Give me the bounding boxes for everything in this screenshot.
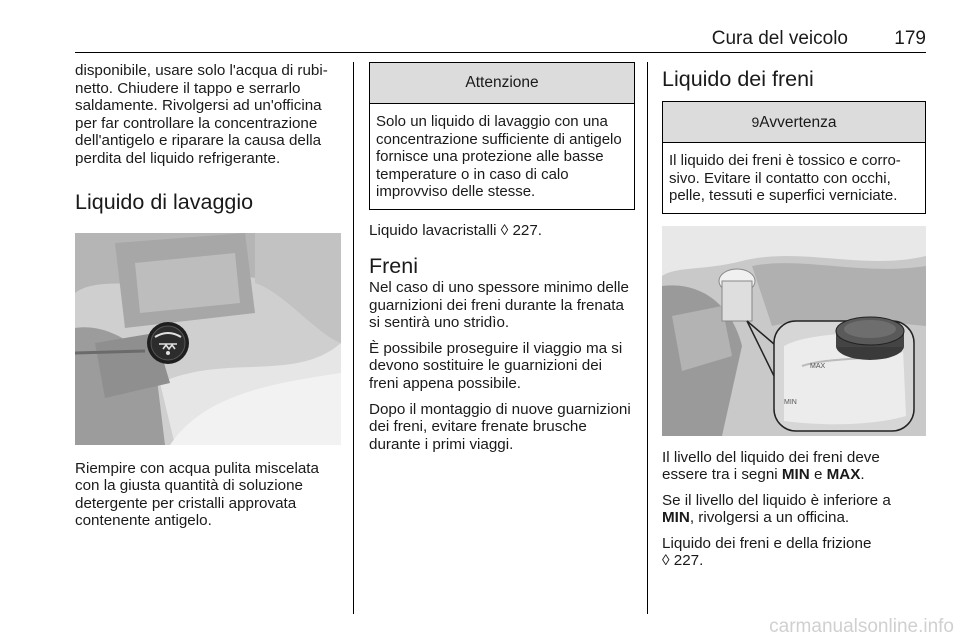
period: . xyxy=(860,466,865,484)
reference-text: Liquido lavacristalli xyxy=(369,221,497,239)
brake-fluid-level-text xyxy=(662,449,926,484)
brakes-paragraph-2: È possibile proseguire il viaggio ma si devono sostituire le guarnizioni dei freni appena possibile. xyxy=(369,339,623,393)
and-text: e xyxy=(813,466,823,484)
warning-text: Il liquido dei freni è tossico e corrosivo. Evitare il contatto con occhi, pelle, tessuti e superfici verniciate. xyxy=(669,152,901,204)
workshop-text: , rivolgersi a un officina. xyxy=(689,509,850,527)
reference-text-2: Liquido dei freni e della frizione xyxy=(662,534,872,552)
caution-box xyxy=(369,62,635,210)
column-divider-2 xyxy=(647,62,648,614)
coolant-text: disponibile, usare solo l'acqua di rubinetto. Chiudere il tappo e serrarlo saldamente. Rivolgersi ad un'officina per far controllare la concentrazione dell'antigelo e riparare la causa della perdita del liquido refrigerante. xyxy=(75,62,328,167)
caution-text: Solo un liquido di lavaggio con una concentrazione sufficiente di antigelo fornisce una protezione alle basse temperature o in caso di calo improvviso delle stesse. xyxy=(376,113,622,200)
brake-reservoir-photo xyxy=(662,226,926,436)
column-1 xyxy=(75,62,341,538)
column-3 xyxy=(662,62,926,578)
warning-icon: 9 xyxy=(751,114,760,130)
level-text: Il livello del liquido dei freni deve essere tra i segni xyxy=(662,448,880,484)
column-2 xyxy=(369,62,635,461)
low-text: Se il livello del liquido è inferiore a xyxy=(662,491,891,509)
washer-fluid-heading: Liquido di lavaggio xyxy=(75,189,254,214)
min-label-2: MIN xyxy=(662,509,690,527)
brakes-heading: Freni xyxy=(369,254,418,279)
brake-fluid-heading: Liquido dei freni xyxy=(662,67,814,91)
page-reference-icon: ◊ xyxy=(500,221,509,239)
brake-fluid-low-text xyxy=(662,492,926,527)
max-mark-label: MAX xyxy=(810,362,826,370)
washer-reservoir-photo xyxy=(75,233,341,445)
section-title: Cura del veicolo xyxy=(711,28,848,49)
watermark: carmanualsonline.info xyxy=(769,616,954,637)
washer-fluid-text: Riempire con acqua pulita miscelata con la giusta quantità di soluzione detergente per cristalli approvata contenente antigelo. xyxy=(75,459,319,530)
warning-box xyxy=(662,101,926,214)
max-label: MAX xyxy=(826,466,861,484)
min-label: MIN xyxy=(781,466,810,484)
column-divider-1 xyxy=(353,62,354,614)
caution-title: Attenzione xyxy=(370,63,634,104)
brakes-paragraph-3: Dopo il montaggio di nuove guarnizioni dei freni, evitare frenate brusche durante i primi viaggi. xyxy=(369,400,631,453)
washer-fluid-reference xyxy=(369,222,635,240)
page-reference-icon-2: ◊ xyxy=(662,552,670,570)
warning-title: Avvertenza xyxy=(759,114,837,131)
brakes-paragraph-1: Nel caso di uno spessore minimo delle guarnizioni dei freni durante la frenata si sentirà uno stridìo. xyxy=(369,279,630,332)
brake-fluid-reference xyxy=(662,535,926,570)
washer-reservoir-illustration xyxy=(75,233,341,445)
reference-page: 227. xyxy=(512,221,543,239)
warning-title-bar xyxy=(663,102,925,143)
page-header xyxy=(75,26,926,53)
min-mark-label: MIN xyxy=(784,398,797,406)
reference-page-2: 227. xyxy=(673,552,704,570)
page-number: 179 xyxy=(894,28,926,49)
brake-reservoir-illustration xyxy=(662,226,926,436)
